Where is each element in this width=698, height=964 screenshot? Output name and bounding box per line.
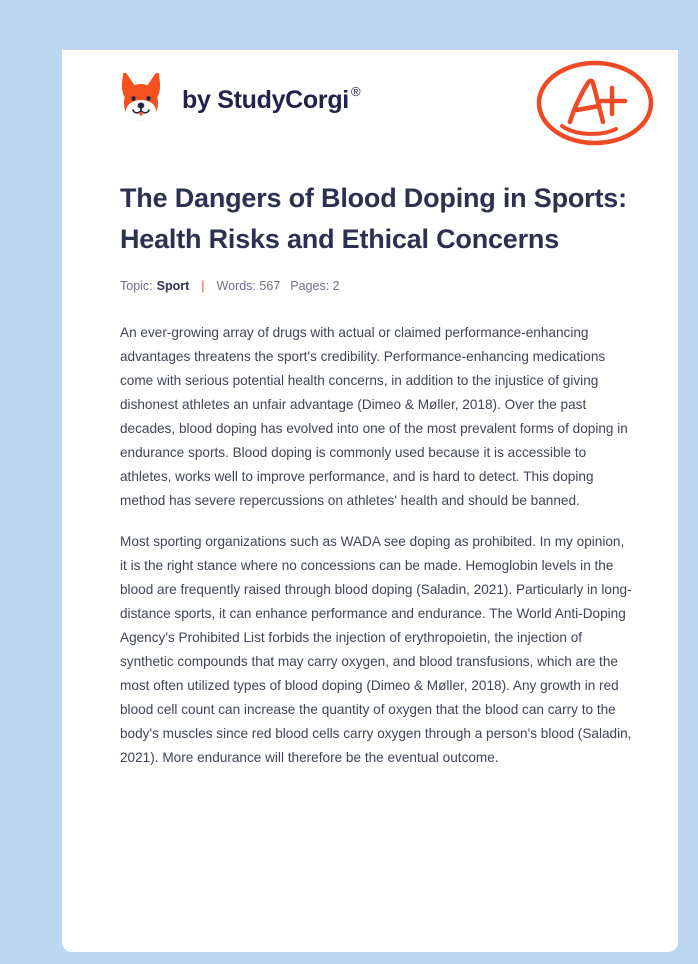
page-title: The Dangers of Blood Doping in Sports: Health Risks and Ethical Concerns — [120, 183, 627, 254]
article-body — [120, 178, 632, 770]
words-label: Words: — [216, 279, 256, 293]
pages-count — [290, 279, 339, 293]
studycorgi-brand[interactable] — [120, 72, 361, 124]
a-plus-grade-badge — [530, 56, 660, 152]
paragraph: Most sporting organizations such as WADA see doping as prohibited. In my opinion, it is the right stance where no concessions can be made. Hemoglobin levels in the blood are frequently raised through blood doping (Saladin, 2021). Particularly in long-distance sports, it can enhance performance and endurance. The World Anti-Doping Agency's Prohibited List forbids the injection of erythropoietin, the injection of synthetic compounds that may carry oxygen, and blood transfusions, which are the most often utilized types of blood doping (Dimeo & Møller, 2018). Any growth in red blood cell count can increase the quantity of oxygen that the blood can carry to the body's muscles since red blood cells carry oxygen through a person's blood (Saladin, 2021). More endurance will therefore be the eventual outcome. — [120, 534, 632, 765]
document-meta — [120, 279, 632, 293]
paragraph: An ever-growing array of drugs with actual or claimed performance-enhancing advantages threatens the sport's credibility. Performance-enhancing medications come with serious potential health concerns, in addition to the injustice of giving dishonest athletes an unfair advantage (Dimeo & Møller, 2018). Over the past decades, blood doping has evolved into one of the most prevalent forms of doping in endurance sports. Blood doping is commonly used because it is accessible to athletes, works well to improve performance, and is hard to detect. This doping method has severe repercussions on athletes' health and should be banned. — [120, 325, 628, 508]
document-header — [62, 50, 678, 158]
words-count — [217, 279, 281, 293]
words-value: 567 — [259, 279, 281, 293]
topic-value[interactable]: Sport — [156, 279, 190, 293]
registered-trademark-icon: ® — [350, 84, 361, 100]
article-text — [120, 321, 632, 770]
topic-label: Topic: — [120, 279, 153, 293]
brand-wordmark — [182, 84, 361, 115]
pages-value: 2 — [332, 279, 340, 293]
brand-by-label: by — [182, 85, 211, 114]
brand-name-label: StudyCorgi — [217, 85, 349, 114]
document-sheet — [62, 50, 678, 952]
pages-label: Pages: — [290, 279, 330, 293]
corgi-face-icon — [120, 72, 162, 124]
meta-separator: | — [201, 279, 205, 293]
